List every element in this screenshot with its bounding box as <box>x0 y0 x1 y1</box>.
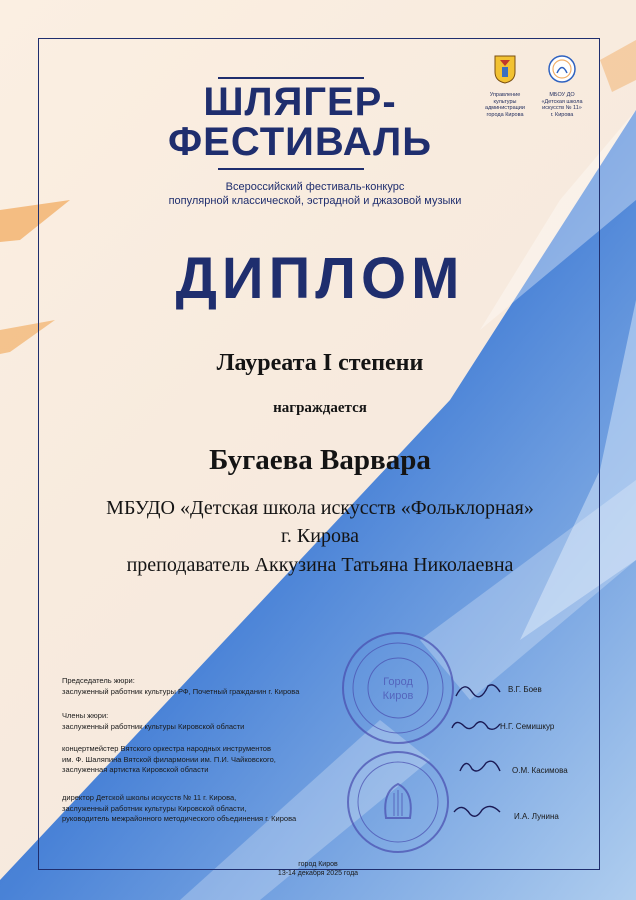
signature-mark <box>448 714 504 736</box>
place-date <box>218 860 418 878</box>
jury-member-line: им. Ф. Шаляпина Вятской филармонии им. П.И. Чайковского, <box>62 754 276 764</box>
seal-center-text: Город <box>383 676 413 688</box>
school-name: МБУДО «Детская школа искусств «Фольклорная» <box>106 497 534 519</box>
art-school-logo <box>527 54 597 118</box>
logo-caption-line: г. Кирова <box>550 111 574 118</box>
signature-mark <box>456 755 512 777</box>
jury-members-heading: Члены жюри: <box>62 711 109 720</box>
jury-member-line: заслуженный работник культуры Кировской области, <box>62 803 247 813</box>
diploma-heading: ДИПЛОМ <box>175 246 465 311</box>
jury-member-3 <box>62 793 296 825</box>
awarded-label: награждается <box>273 400 367 416</box>
logo-caption-line: Управление <box>489 92 521 98</box>
festival-title-line2: ФЕСТИВАЛЬ <box>168 120 432 164</box>
logo-caption-line: города Кирова <box>486 111 524 118</box>
signature-mark <box>454 678 510 700</box>
jury-members <box>62 711 244 732</box>
signatory-name: О.М. Касимова <box>512 766 568 775</box>
jury-member-line: заслуженная артистка Кировской области <box>62 765 209 774</box>
festival-title <box>150 82 450 162</box>
jury-chair-heading: Председатель жюри: <box>62 676 135 685</box>
festival-subtitle-line2: популярной классической, эстрадной и джазовой музыки <box>168 195 462 207</box>
logo-caption-line: культуры <box>493 98 517 105</box>
school-emblem-icon <box>547 54 577 84</box>
logo-caption-line: искусств № 11» <box>542 105 582 111</box>
signatory-name: И.А. Лунина <box>514 812 559 821</box>
orange-stripe <box>600 40 636 92</box>
footer-city: город Киров <box>298 861 338 868</box>
signatory-name: Н.Г. Семишкур <box>500 722 555 731</box>
jury-member-line: концертмейстер Вятского оркестра народных инструментов <box>62 744 271 753</box>
festival-subtitle-line1: Всероссийский фестиваль-конкурс <box>225 181 405 193</box>
footer-date: 13-14 декабря 2025 года <box>277 870 359 877</box>
jury-member-2 <box>62 744 276 776</box>
signatory-name: В.Г. Боев <box>508 685 542 694</box>
recipient-name: Бугаева Варвара <box>209 444 431 476</box>
school-seal-stamp <box>344 748 452 856</box>
jury-member-line: директор Детской школы искусств № 11 г. Кирова, <box>62 793 237 802</box>
city-seal-stamp <box>338 628 458 748</box>
logo-caption-line: МБОУ ДО <box>549 92 575 98</box>
jury-chair-title: заслуженный работник культуры РФ, Почетный гражданин г. Кирова <box>62 686 300 696</box>
signature-mark <box>450 800 506 822</box>
jury-chair <box>62 676 299 697</box>
jury-member-line: руководитель межрайонного методического объединения г. Кирова <box>62 814 297 823</box>
jury-member-title: заслуженный работник культуры Кировской области <box>62 721 245 731</box>
teacher-name: преподаватель Аккузина Татьяна Николаевна <box>126 554 514 576</box>
seal-center-text: Киров <box>382 690 414 702</box>
title-rule-top <box>218 77 364 79</box>
festival-subtitle <box>150 180 480 208</box>
school-city: г. Кирова <box>280 525 360 547</box>
logo-caption-line: администрации <box>485 105 525 111</box>
kirov-coat-of-arms-icon <box>493 54 517 84</box>
festival-title-line1: ШЛЯГЕР- <box>203 80 397 124</box>
logo-caption-line: «Детская школа <box>541 98 583 105</box>
laureate-degree: Лауреата I степени <box>216 350 424 376</box>
title-rule-bottom <box>218 168 364 170</box>
